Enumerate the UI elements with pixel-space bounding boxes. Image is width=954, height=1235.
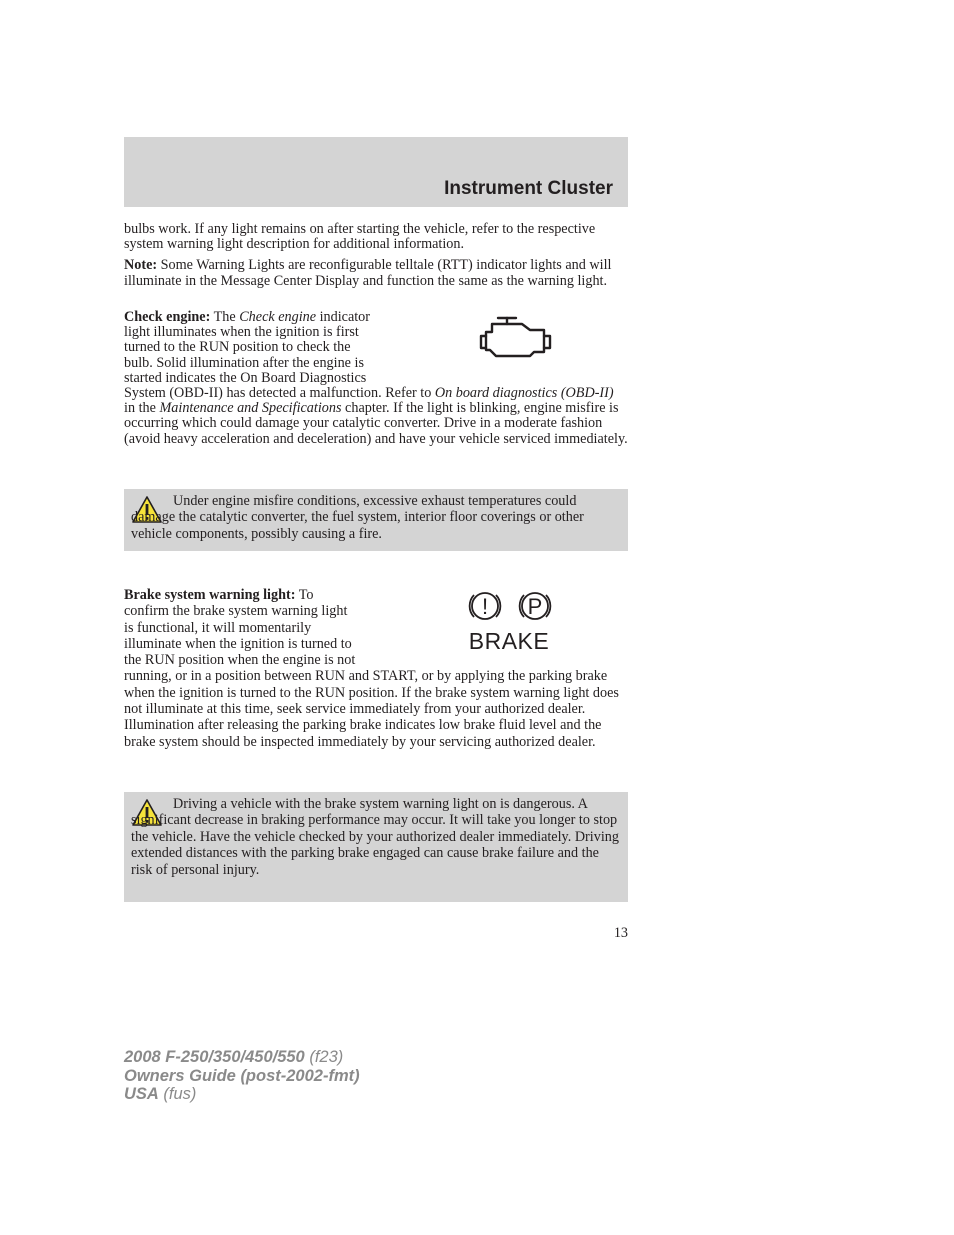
icon-wrap-spacer	[370, 310, 628, 371]
brake-warning-text: Driving a vehicle with the brake system warning light on is dangerous. A significant decrease in braking performance may occur. It will take you longer to stop the vehicle. Have the vehicle checked by your authorized dealer immediately. Driving extended distances with the parking brake engaged can cause brake failure and the risk of personal injury.	[131, 796, 619, 878]
note-paragraph	[124, 258, 628, 288]
intro-paragraph: bulbs work. If any light remains on after starting the vehicle, refer to the respective system warning light description for additional information.	[124, 221, 596, 253]
note-text: Some Warning Lights are reconfigurable telltale (RTT) indicator lights and will illuminate in the Message Center Display and function the same as the warning light.	[124, 257, 612, 289]
check-engine-wrap: indicator light illuminates when the ignition is first turned to the RUN position to check the bulb. Solid illumination after the engine is started indicates the On Board Diagnostics System (OBD-II) has detected a malfunction. Refer to	[124, 309, 435, 402]
check-engine-paragraph: Check engine: The Check engine indicator light illuminates when the ignition is first turned to the RUN position to check the bulb. Solid illumination after the engine is started indicates the On Board Diagnostics System (OBD-II) has detected a malfunction. Refer to On board diagnostics (OBD-II) in the Maintenance and Specifications chapter. If the light is blinking, engine misfire is occurring which could damage your catalytic converter. Drive in a moderate fashion (avoid heavy acceleration and deceleration) and have your vehicle serviced immediately.	[124, 309, 628, 447]
intro-section	[124, 222, 628, 289]
brake-label: Brake system warning light:	[124, 587, 296, 603]
check-engine-label: Check engine:	[124, 309, 211, 325]
misfire-warning-box	[124, 489, 628, 551]
document-footer	[124, 1048, 360, 1104]
section-title: Instrument Cluster	[444, 178, 613, 199]
brake-warning-box	[124, 792, 628, 902]
check-engine-section	[124, 310, 628, 447]
icon-wrap-spacer	[360, 587, 628, 667]
brake-section	[124, 587, 628, 750]
brake-icon-symbol-p: P	[527, 594, 543, 619]
misfire-warning-text: Under engine misfire conditions, excessive exhaust temperatures could damage the catalytic converter, the fuel system, interior floor coverings or other vehicle components, possibly causing a fire.	[131, 493, 584, 542]
page-number: 13	[613, 925, 628, 941]
note-label: Note:	[124, 257, 158, 274]
brake-icon-symbol-exclaim: !	[481, 594, 489, 619]
footer-line-3: USA (fus)	[124, 1085, 197, 1103]
footer-line-2: Owners Guide (post-2002-fmt)	[124, 1066, 360, 1085]
section-header	[124, 137, 628, 207]
footer-line-1: 2008 F-250/350/450/550 (f23)	[124, 1048, 344, 1066]
brake-paragraph: Brake system warning light: To confirm the brake system warning light is functional, it will momentarily illuminate when the ignition is turned to the RUN position when the engine is not running, or in a position between RUN and START, or by applying the parking brake when the ignition is turned to the RUN position. If the brake system warning light does not illuminate at this time, seek service immediately from your authorized dealer. Illumination after releasing the parking brake indicates low brake fluid level and the brake system should be inspected immediately by your servicing authorized dealer.	[124, 587, 628, 750]
brake-icon-word: BRAKE	[468, 628, 550, 654]
